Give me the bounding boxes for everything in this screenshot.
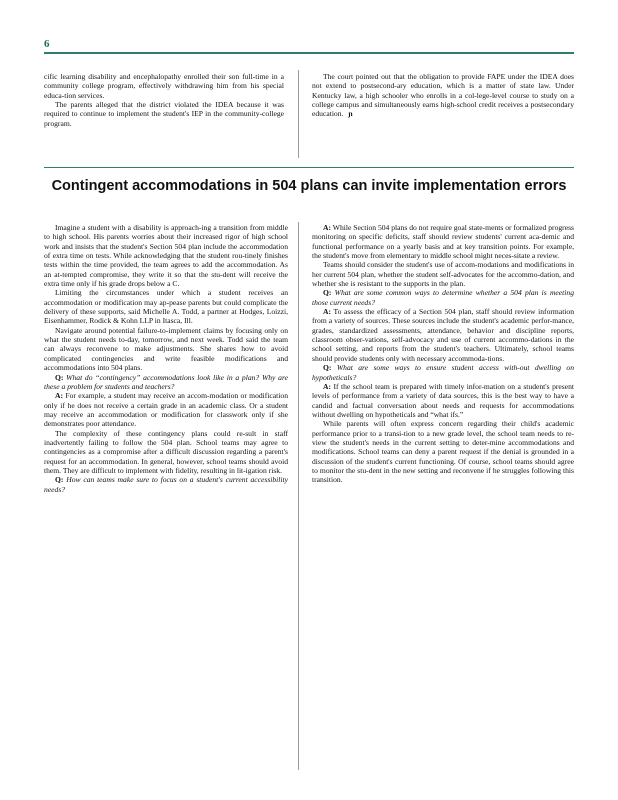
answer xyxy=(312,223,574,260)
header-rule xyxy=(44,52,574,54)
paragraph: cific learning disability and encephalopathy enrolled their son full-time in a community college program, effectively withdrawing him from his special educa-tion services. xyxy=(44,72,284,100)
question-marker: Q: xyxy=(323,288,332,298)
answer-text: If the school team is prepared with timely infor-mation on a student's present levels of performance from a variety of data sources, this is the best way to have a candid and factual conversation about needs and requests for accommodations without dwelling on hypotheticals and “what ifs.” xyxy=(312,381,575,419)
answer xyxy=(44,391,288,428)
question xyxy=(44,373,288,392)
paragraph: Limiting the circumstances under which a student receives an accommodation or modification may ap-pease parents but could complicate the delivery of these supports, said Michelle A. Todd, a partner at Hodges, Loizzi, Eisenhammer, Rodick & Kohn LLP in Itasca, Ill. xyxy=(44,288,288,326)
paragraph xyxy=(312,72,574,119)
answer-text: For example, a student may receive an accom-modation or modification only if he does not receive a certain grade in an academic class. Or a student may receive an accommodation or modification for classwork only if she demonstrates poor attendance. xyxy=(44,391,288,429)
answer-text: While Section 504 plans do not require goal state-ments or formalized progress monitoring on specific deficits, staff should review students' current aca-demic and functional performance on a yearly basis and at key transition points. For example, the student's move from elementary to middle school might neces-sitate a review. xyxy=(312,223,574,261)
article-headline: Contingent accommodations in 504 plans can invite implementation errors xyxy=(51,178,567,194)
paragraph-text: The court pointed out that the obligation to provide FAPE under the IDEA does not extend to postsecond-ary education, which is a matter of state law. Under Kentucky law, a high schooler who enrolls in a col-lege-level course to study on a college campus and simultaneously earns high-school credit receives a postsecondary education. xyxy=(312,72,574,119)
article-left-column xyxy=(44,223,288,494)
paragraph: The complexity of these contingency plans could re-sult in staff inadvertently failing to follow the 504 plan. School teams may agree to contingencies as a compromise after a difficult discussion regarding a parent's request for an accommodation. In general, however, school teams should avoid them. They are difficult to implement with fidelity, resulting in lit-igation risk. xyxy=(44,428,288,475)
paragraph: Navigate around potential failure-to-implement claims by focusing only on what the student needs to-day, tomorrow, and next week. Todd said the team can always reconvene to make adjustments. She shares how to avoid complicated contingencies and write feasible modifications and accommodations into 504 plans. xyxy=(44,325,288,373)
article-right-column xyxy=(312,223,574,485)
question-text: What are some ways to ensure student access with-out dwelling on hypotheticals? xyxy=(312,363,574,382)
continued-story-left-column xyxy=(44,72,284,128)
question-marker: Q: xyxy=(323,363,332,373)
question-text: What do “contingency” accommodations look like in a plan? Why are these a problem for students and teachers? xyxy=(44,372,288,391)
column-divider xyxy=(298,222,299,770)
paragraph: Imagine a student with a disability is approach-ing a transition from middle to high school. His parents worries about their increased rigor of high school work and insists that the student's Section 504 plan include the accommodation of extra time on tests. While acknowledging that the student rou-tinely finishes tests within the time provided, the team agrees to add the accommodation. As an at-tempted compromise, they write it so that the stu-dent will receive the extra time only if his grade drops below a C. xyxy=(44,223,288,289)
answer-marker: A: xyxy=(55,391,64,401)
question xyxy=(44,475,288,494)
question xyxy=(312,363,574,382)
answer xyxy=(312,307,574,363)
section-divider xyxy=(44,167,574,168)
answer-text: To assess the efficacy of a Section 504 plan, staff should review information from a variety of sources. These sources include the student's academic perfor-mance, grades, standardized assessments, attendance, behavior and discipline reports, classroom obser-vations, self-advocacy and use of current accommo-dations in the school setting, and reports from the student's teachers. Ultimately, school teams should provide students only with necessary accommoda-tions. xyxy=(312,307,575,363)
answer xyxy=(312,382,574,419)
question-text: How can teams make sure to focus on a student's current accessibility needs? xyxy=(44,475,288,494)
paragraph: While parents will often express concern regarding their child's academic performance prior to a transi-tion to a new grade level, the school team needs to re-view the student's needs in the current setting to deter-mine accommodations and modifications. School teams can deny a parent request if the denial is grounded in a discussion of the student's current functioning. Of course, school teams should agree to monitor the stu-dent in the new setting and reconvene if he struggles following this transition. xyxy=(312,419,574,485)
answer-marker: A: xyxy=(323,223,332,232)
page-number: 6 xyxy=(44,38,50,50)
question-text: What are some common ways to determine whether a 504 plan is meeting those current needs? xyxy=(312,288,574,307)
question xyxy=(312,288,574,307)
answer-marker: A: xyxy=(323,307,332,317)
answer-marker: A: xyxy=(323,381,332,391)
question-marker: Q: xyxy=(55,475,64,485)
end-of-story-mark: ɲ xyxy=(348,109,353,119)
paragraph: The parents alleged that the district violated the IDEA because it was required to continue to implement the student's IEP in the community-college program. xyxy=(44,100,284,128)
question-marker: Q: xyxy=(55,372,64,382)
column-divider xyxy=(298,70,299,158)
continued-story-right-column xyxy=(312,72,574,119)
paragraph: Teams should consider the student's use of accom-modations and modifications in her current 504 plan, whether the student self-advocates for the accommo-dation, and whether she is resistant to the supports in the plan. xyxy=(312,260,574,289)
